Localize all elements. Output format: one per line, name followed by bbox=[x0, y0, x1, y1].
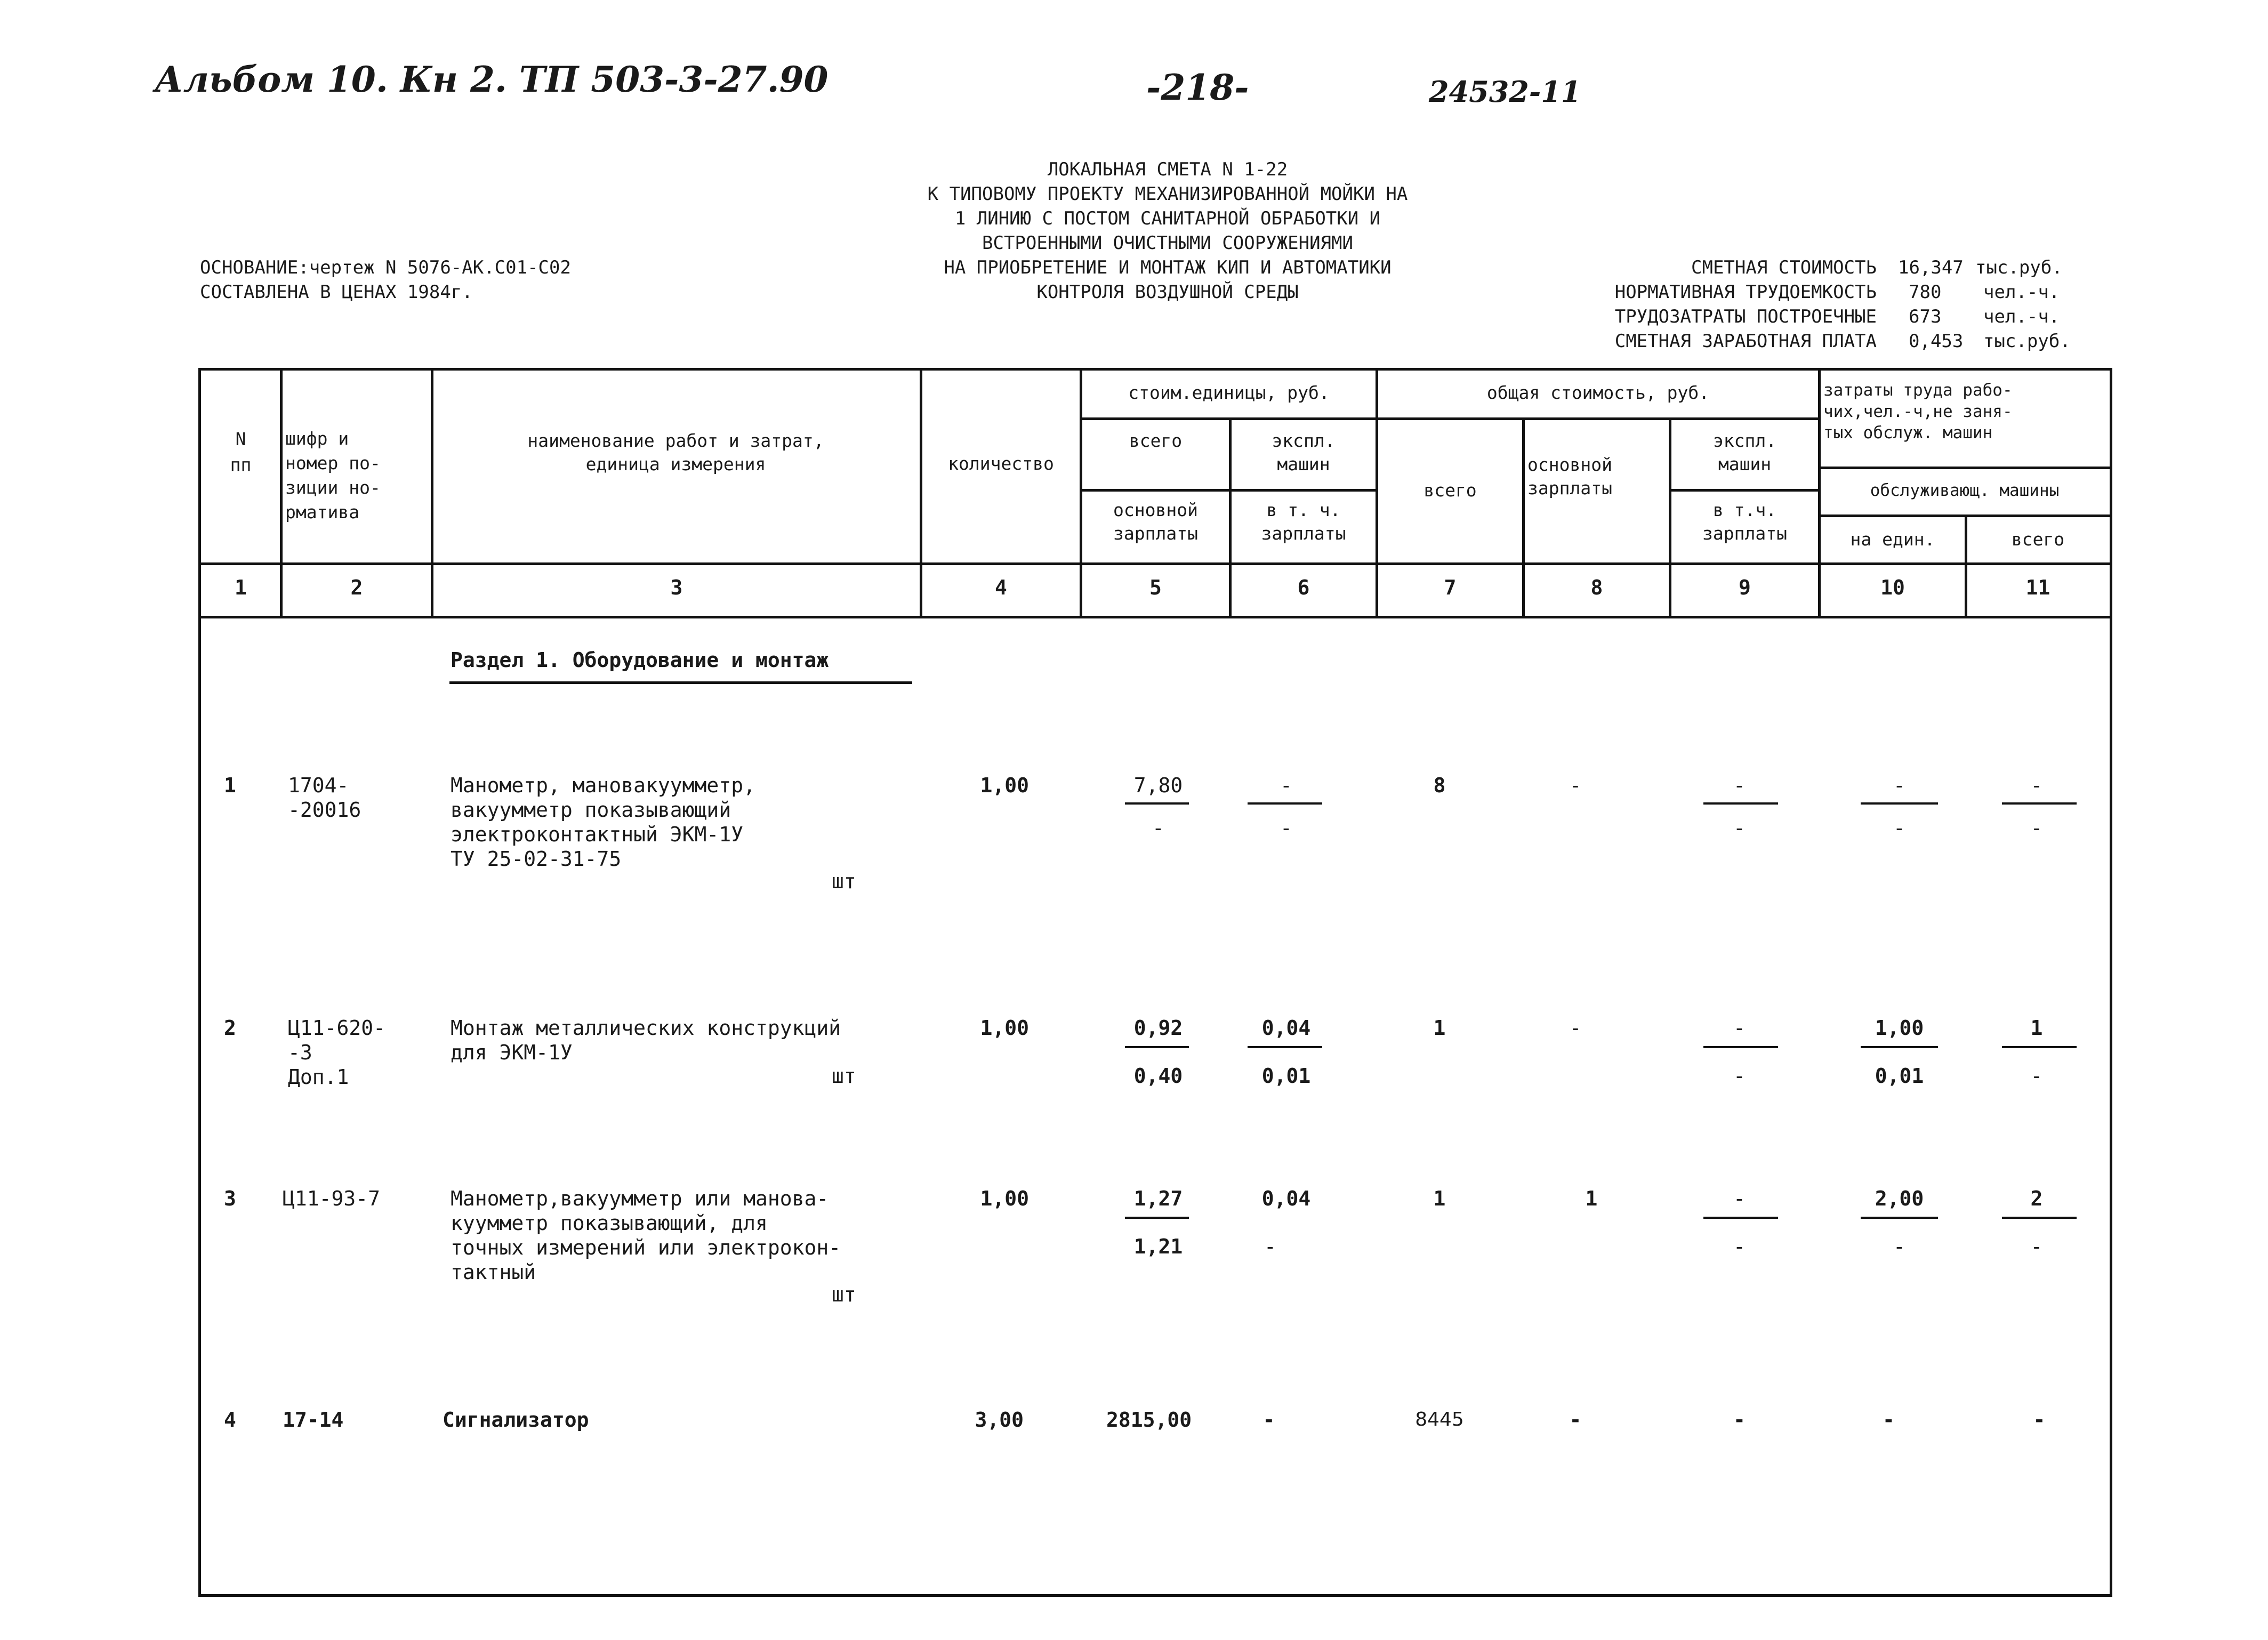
column-number: 8 bbox=[1590, 576, 1603, 599]
row-c9-bottom: - bbox=[1733, 1064, 1746, 1088]
header-col10-per-unit: на един. bbox=[1850, 529, 1935, 550]
row-code: Ц11-620- -3 Доп.1 bbox=[288, 1016, 386, 1089]
header-col8-salary: основной зарплаты bbox=[1527, 454, 1612, 499]
row-c11-bottom: - bbox=[2030, 1235, 2043, 1258]
row-code: Ц11-93-7 bbox=[283, 1187, 381, 1210]
row-name: Сигнализатор bbox=[443, 1408, 589, 1432]
row-c10-top: 1,00 bbox=[1875, 1016, 1924, 1040]
row-c7: 8445 bbox=[1415, 1409, 1464, 1430]
header-col11-total: всего bbox=[2011, 529, 2065, 550]
title-line-5: НА ПРИОБРЕТЕНИЕ И МОНТАЖ КИП И АВТОМАТИКИ bbox=[944, 257, 1392, 278]
row-c8: - bbox=[1569, 1408, 1582, 1432]
row-quantity: 1,00 bbox=[980, 1187, 1029, 1210]
title-line-3: 1 ЛИНИЮ С ПОСТОМ САНИТАРНОЙ ОБРАБОТКИ И bbox=[954, 208, 1381, 229]
column-number: 7 bbox=[1444, 576, 1457, 599]
summary-unit: чел.-ч. bbox=[1983, 282, 2060, 303]
row-c9-top: - bbox=[1733, 1408, 1746, 1432]
summary-unit: тыс.руб. bbox=[1983, 331, 2071, 352]
row-c5-bottom: - bbox=[1152, 816, 1164, 840]
row-name: Манометр,вакуумметр или манова- куумметр показывающий, для точных измерений или электрокон- тактный bbox=[451, 1187, 841, 1284]
row-quantity: 1,00 bbox=[980, 774, 1029, 797]
header-col-code: шифр и номер по- зиции но- рматива bbox=[285, 428, 381, 522]
summary-label: СМЕТНАЯ СТОИМОСТЬ bbox=[1691, 257, 1877, 278]
summary-label: НОРМАТИВНАЯ ТРУДОЕМКОСТЬ bbox=[1614, 282, 1877, 303]
section-title: Раздел 1. Оборудование и монтаж bbox=[451, 648, 829, 672]
row-c10-top: 2,00 bbox=[1875, 1187, 1924, 1210]
section-title-underline bbox=[449, 681, 912, 684]
row-c10-top: - bbox=[1883, 1408, 1895, 1432]
row-c10-bottom: 0,01 bbox=[1875, 1064, 1924, 1088]
document-code: 24532-11 bbox=[1429, 75, 1581, 109]
row-c11-bottom: - bbox=[2030, 1064, 2043, 1088]
column-number: 2 bbox=[350, 576, 363, 599]
column-number: 1 bbox=[235, 576, 247, 599]
column-number: 11 bbox=[2025, 576, 2050, 599]
header-group-labor: затраты труда рабо- чих,чел.-ч,не заня- тых обслуж. машин bbox=[1823, 381, 2013, 443]
row-c9-top: - bbox=[1733, 1016, 1746, 1040]
summary-unit: тыс.руб. bbox=[1975, 257, 2063, 278]
header-col-n: N пп bbox=[230, 429, 252, 475]
row-c10-top: - bbox=[1893, 774, 1905, 797]
summary-label: СМЕТНАЯ ЗАРАБОТНАЯ ПЛАТА bbox=[1614, 331, 1877, 352]
row-c5-top: 7,80 bbox=[1133, 774, 1183, 797]
column-number: 3 bbox=[670, 576, 683, 599]
row-c6-bottom: - bbox=[1280, 816, 1292, 840]
row-c6-bottom: 0,01 bbox=[1261, 1064, 1311, 1088]
row-name: Монтаж металлических конструкций для ЭКМ-1У bbox=[451, 1016, 841, 1064]
row-c8: - bbox=[1569, 774, 1582, 797]
row-c11-top: - bbox=[2030, 774, 2043, 797]
header-col-name: наименование работ и затрат, единица измерения bbox=[527, 430, 824, 475]
row-c6-top: - bbox=[1262, 1408, 1275, 1432]
row-c8: 1 bbox=[1585, 1187, 1598, 1210]
row-code: 1704- -20016 bbox=[288, 774, 361, 822]
row-name: Манометр, мановакуумметр, вакуумметр показывающий электроконтактный ЭКМ-1У ТУ 25-02-31-75 bbox=[451, 774, 755, 871]
header-col9-salary: в т.ч. зарплаты bbox=[1702, 500, 1787, 544]
column-number: 4 bbox=[995, 576, 1007, 599]
header-col6-machines: экспл. машин bbox=[1272, 430, 1336, 475]
row-c6-bottom: - bbox=[1264, 1235, 1276, 1258]
row-unit: шт bbox=[832, 1064, 856, 1088]
row-c5-top: 1,27 bbox=[1133, 1187, 1183, 1210]
title-line-4: ВСТРОЕННЫМИ ОЧИСТНЫМИ СООРУЖЕНИЯМИ bbox=[982, 232, 1353, 254]
row-c9-top: - bbox=[1733, 774, 1746, 797]
row-c9-bottom: - bbox=[1733, 816, 1746, 840]
row-c9-top: - bbox=[1733, 1187, 1746, 1210]
page-number: -218- bbox=[1146, 67, 1249, 108]
summary-label: ТРУДОЗАТРАТЫ ПОСТРОЕЧНЫЕ bbox=[1614, 306, 1877, 327]
row-c7: 1 bbox=[1433, 1016, 1446, 1040]
row-unit: шт bbox=[832, 1283, 856, 1306]
row-c11-top: 2 bbox=[2030, 1187, 2043, 1210]
row-c7: 8 bbox=[1433, 774, 1446, 797]
header-group-unit-cost: стоим.единицы, руб. bbox=[1128, 382, 1330, 403]
summary-value: 0,453 bbox=[1909, 331, 1964, 352]
summary-value: 16,347 bbox=[1898, 257, 1964, 278]
column-number: 5 bbox=[1149, 576, 1162, 599]
row-c8: - bbox=[1569, 1016, 1582, 1040]
title-line-2: К ТИПОВОМУ ПРОЕКТУ МЕХАНИЗИРОВАННОЙ МОЙКИ НА bbox=[927, 183, 1408, 205]
row-c5-bottom: 1,21 bbox=[1133, 1235, 1183, 1258]
row-quantity: 3,00 bbox=[975, 1408, 1024, 1432]
row-quantity: 1,00 bbox=[980, 1016, 1029, 1040]
header-col9-machines: экспл. машин bbox=[1712, 430, 1777, 475]
title-line-1: ЛОКАЛЬНАЯ СМЕТА N 1-22 bbox=[1047, 159, 1288, 180]
title-line-6: КОНТРОЛЯ ВОЗДУШНОЙ СРЕДЫ bbox=[1036, 282, 1299, 303]
header-group-total-cost: общая стоимость, руб. bbox=[1486, 382, 1710, 403]
row-c5-bottom: 0,40 bbox=[1133, 1064, 1183, 1088]
row-c7: 1 bbox=[1433, 1187, 1446, 1210]
header-col6-salary: в т. ч. зарплаты bbox=[1261, 500, 1346, 544]
basis-drawing: ОСНОВАНИЕ:чертеж N 5076-АК.С01-С02 bbox=[200, 257, 571, 278]
row-c6-top: 0,04 bbox=[1261, 1016, 1311, 1040]
row-c10-bottom: - bbox=[1893, 816, 1905, 840]
row-number: 1 bbox=[224, 774, 236, 797]
basis-prices: СОСТАВЛЕНА В ЦЕНАХ 1984г. bbox=[200, 282, 473, 303]
header-col5-total: всего bbox=[1129, 430, 1183, 451]
row-c11-bottom: - bbox=[2030, 816, 2043, 840]
header-col7-total: всего bbox=[1423, 480, 1477, 501]
row-c11-top: 1 bbox=[2030, 1016, 2043, 1040]
row-c6-top: 0,04 bbox=[1261, 1187, 1311, 1210]
row-c10-bottom: - bbox=[1893, 1235, 1905, 1258]
row-number: 2 bbox=[224, 1016, 236, 1040]
column-number: 9 bbox=[1739, 576, 1751, 599]
summary-unit: чел.-ч. bbox=[1983, 306, 2060, 327]
row-c5-top: 0,92 bbox=[1133, 1016, 1183, 1040]
header-col-quantity: количество bbox=[948, 453, 1054, 474]
row-c11-top: - bbox=[2033, 1408, 2046, 1432]
summary-value: 673 bbox=[1909, 306, 1942, 327]
album-reference: Альбом 10. Кн 2. ТП 503-3-27.90 bbox=[155, 59, 829, 100]
row-c6-top: - bbox=[1280, 774, 1292, 797]
row-code: 17-14 bbox=[283, 1408, 344, 1432]
header-col5-salary: основной зарплаты bbox=[1113, 500, 1198, 544]
row-c9-bottom: - bbox=[1733, 1235, 1746, 1258]
row-number: 3 bbox=[224, 1187, 236, 1210]
header-labor-machines: обслуживающ. машины bbox=[1870, 481, 2060, 500]
row-unit: шт bbox=[832, 870, 856, 893]
column-number: 6 bbox=[1297, 576, 1310, 599]
row-c5-top: 2815,00 bbox=[1106, 1408, 1192, 1432]
summary-value: 780 bbox=[1909, 282, 1942, 303]
column-number: 10 bbox=[1880, 576, 1905, 599]
row-number: 4 bbox=[224, 1408, 236, 1432]
